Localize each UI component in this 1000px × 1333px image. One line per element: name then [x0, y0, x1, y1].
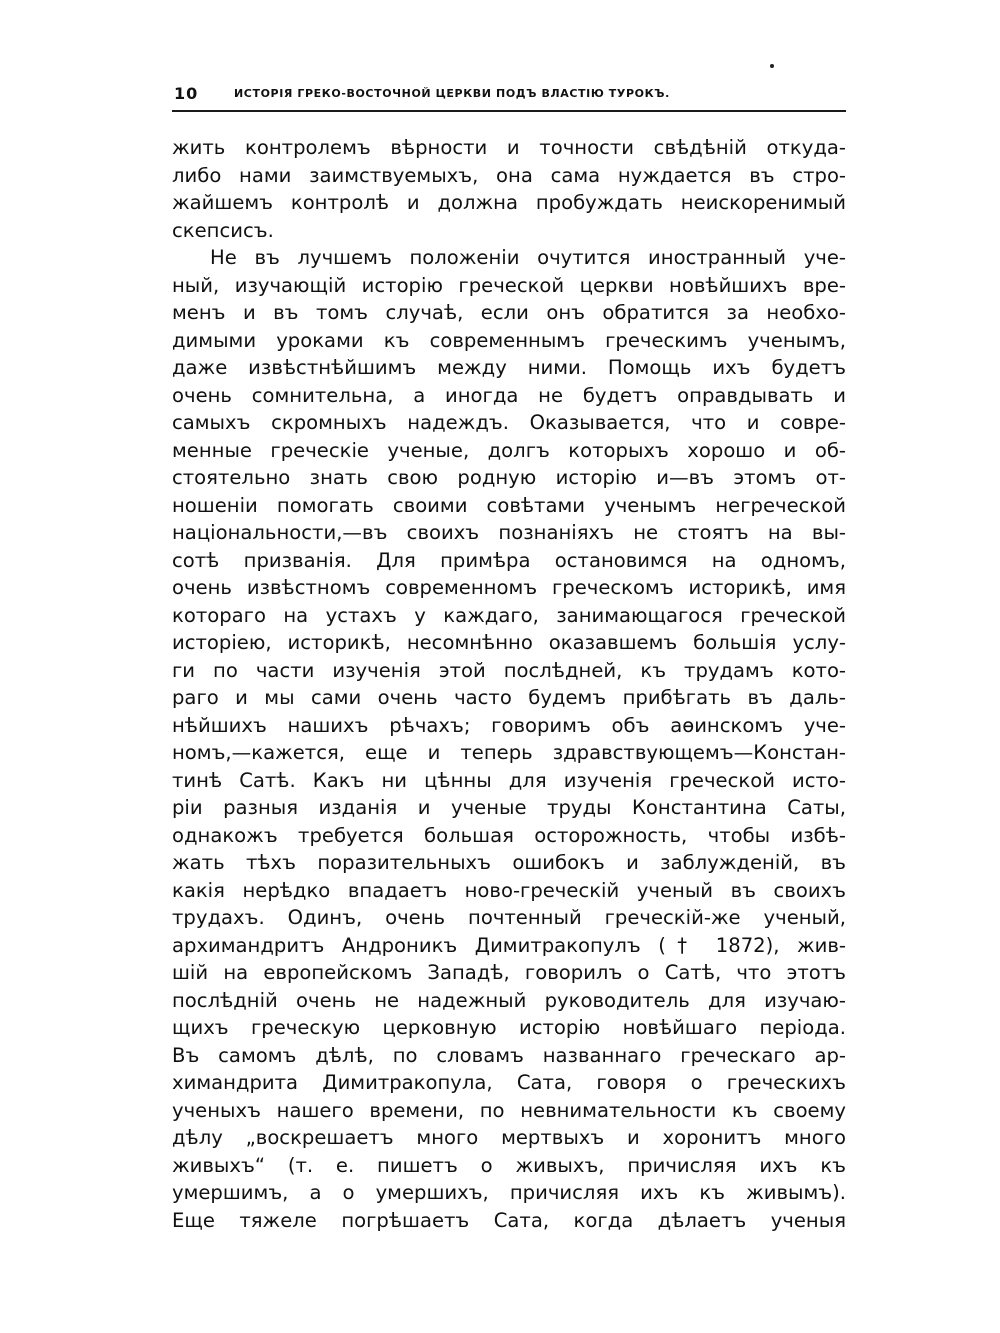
- text-line: менные греческіе ученые, долгъ которыхъ хорошо и об-: [172, 438, 846, 462]
- text-line: умершимъ, а о умершихъ, причисляя ихъ къ живымъ).: [172, 1181, 846, 1204]
- text-line: очень извѣстномъ современномъ греческомъ историкѣ, имя: [172, 576, 846, 599]
- page-header: [172, 84, 846, 112]
- text-line: жайшемъ контролѣ и должна пробуждать неискоренимый: [172, 191, 846, 214]
- text-line: самыхъ скромныхъ надеждъ. Оказывается, что и совре-: [172, 411, 846, 434]
- text-line: Въ самомъ дѣлѣ, по словамъ названнаго греческаго ар-: [172, 1043, 846, 1067]
- text-line: котораго на устахъ у каждаго, занимающагося греческой: [172, 603, 846, 627]
- text-line: ношеніи помогать своими совѣтами ученымъ негреческой: [172, 493, 846, 517]
- text-line: исторіею, историкѣ, несомнѣнно оказавшемъ большія услу-: [172, 631, 846, 654]
- text-line: щихъ греческую церковную исторію новѣйшаго періода.: [172, 1016, 846, 1039]
- text-line: ный, изучающій исторію греческой церкви новѣйшихъ вре-: [172, 273, 846, 297]
- text-line: очень сомнительна, а иногда не будетъ оправдывать и: [172, 383, 846, 407]
- text-line: даже извѣстнѣйшимъ между ними. Помощь ихъ будетъ: [172, 356, 846, 379]
- text-line: либо нами заимствуемыхъ, она сама нуждается въ стро-: [172, 163, 846, 187]
- text-line: дѣлу „воскрешаетъ много мертвыхъ и хоронитъ много: [172, 1126, 846, 1149]
- text-line: Не въ лучшемъ положеніи очутится иностранный уче-: [210, 246, 846, 269]
- page-number: 10: [174, 84, 199, 103]
- text-line: шій на европейскомъ Западѣ, говорилъ о Сатѣ, что этотъ: [172, 961, 846, 984]
- text-line: нѣйшихъ нашихъ рѣчахъ; говоримъ объ аѳинскомъ уче-: [172, 713, 846, 737]
- text-line: архимандритъ Андроникъ Димитракопулъ († 1872), жив-: [172, 933, 846, 957]
- text-line: національности,—въ своихъ познаніяхъ не стоятъ на вы-: [172, 521, 846, 544]
- text-line: скепсисъ.: [172, 218, 274, 242]
- body-text: [172, 134, 846, 1234]
- text-line: химандрита Димитракопула, Сата, говоря о греческихъ: [172, 1071, 846, 1094]
- text-line: послѣдній очень не надежный руководитель для изучаю-: [172, 988, 846, 1012]
- text-line: ріи разныя изданія и ученые труды Константина Саты,: [172, 796, 846, 819]
- stray-print-mark: [770, 64, 774, 68]
- text-line: какія нерѣдко впадаетъ ново-греческій ученый въ своихъ: [172, 878, 846, 902]
- text-line: однакожъ требуется большая осторожность, чтобы избѣ-: [172, 823, 846, 847]
- text-line: стоятельно знать свою родную исторію и—въ этомъ от-: [172, 466, 846, 489]
- text-line: тинѣ Сатѣ. Какъ ни цѣнны для изученія греческой исто-: [172, 768, 846, 792]
- text-line: номъ,—кажется, еще и теперь здравствующемъ—Констан-: [172, 741, 846, 764]
- text-line: трудахъ. Одинъ, очень почтенный греческій-же ученый,: [172, 906, 846, 929]
- text-line: жать тѣхъ поразительныхъ ошибокъ и заблужденій, въ: [172, 851, 846, 874]
- text-line: менъ и въ томъ случаѣ, если онъ обратится за необхо-: [172, 301, 846, 324]
- text-line: димыми уроками къ современнымъ греческимъ ученымъ,: [172, 328, 846, 352]
- text-line: жить контролемъ вѣрности и точности свѣдѣній откуда-: [172, 136, 846, 159]
- text-line: ги по части изученія этой послѣдней, къ трудамъ кото-: [172, 658, 846, 682]
- text-line: живыхъ“ (т. е. пишетъ о живыхъ, причисляя ихъ къ: [172, 1153, 846, 1177]
- text-line: ученыхъ нашего времени, по невнимательности къ своему: [172, 1098, 846, 1122]
- running-title: ИСТОРІЯ ГРЕКО-ВОСТОЧНОЙ ЦЕРКВИ ПОДЪ ВЛАСТІЮ ТУРОКЪ.: [234, 87, 670, 100]
- text-line: сотѣ призванія. Для примѣра остановимся на одномъ,: [172, 548, 846, 572]
- text-line: Еще тяжеле погрѣшаетъ Сата, когда дѣлаетъ ученыя: [172, 1208, 846, 1232]
- text-line: раго и мы сами очень часто будемъ прибѣгать въ даль-: [172, 686, 846, 709]
